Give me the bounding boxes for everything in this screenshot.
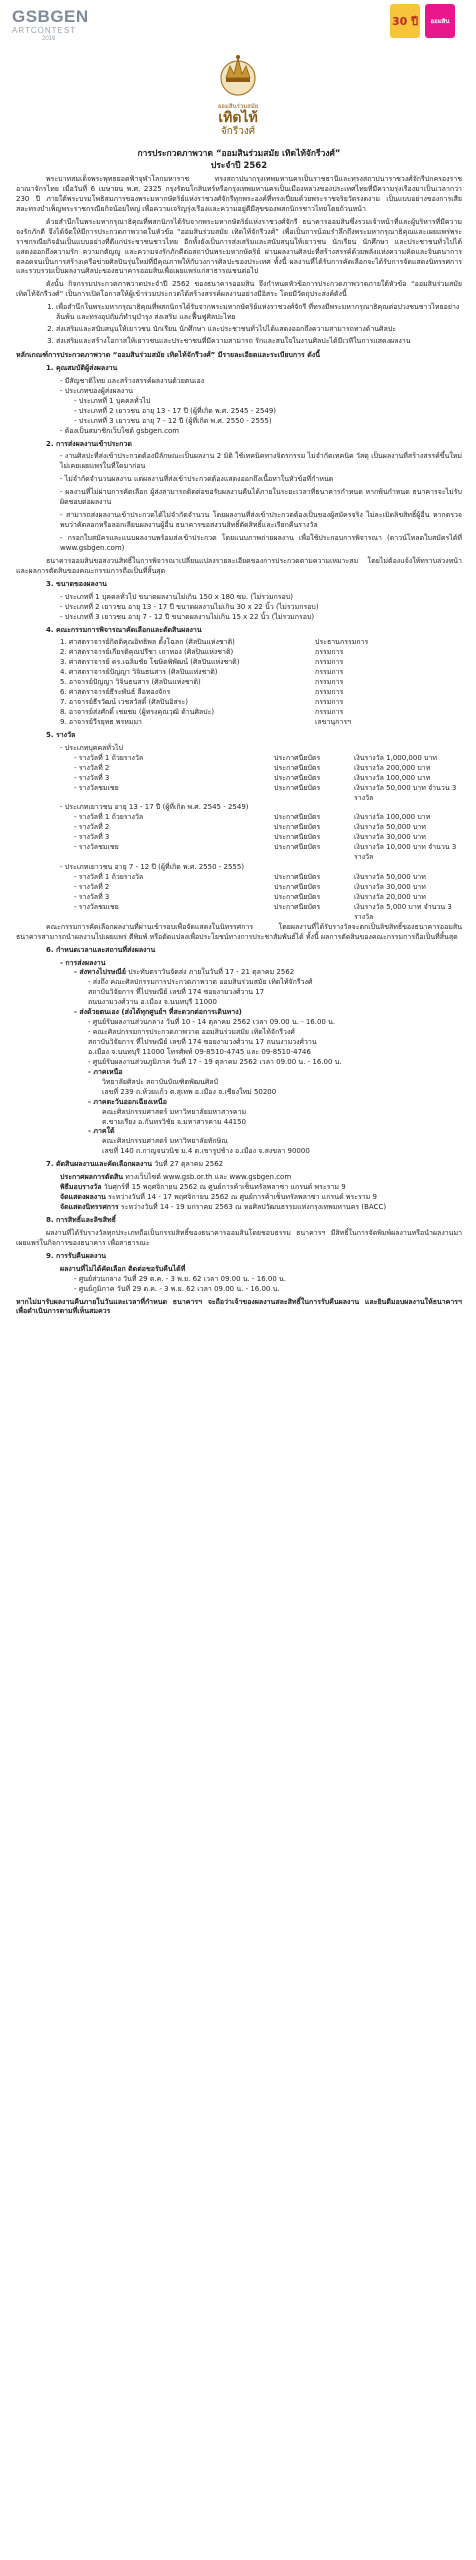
prize-certificate: ประกาศนียบัตร	[274, 902, 321, 911]
emblem-caption: ออมสินร่วมสมัย	[217, 103, 259, 110]
brand-year: 2019	[42, 36, 56, 42]
prize-certificate: ประกาศนียบัตร	[274, 833, 321, 842]
s7-text: วันที่ 27 ตุลาคม 2562	[154, 1160, 224, 1169]
prize-row	[74, 754, 462, 764]
s6b-line: สถาบันวิจัยการ ที่ไปรษณีย์ เลขที่ 174 ซอยงามวงศ์วาน 17 ถนนงามวงศ์วาน	[88, 1038, 317, 1046]
section-6-title: 6. กำหนดเวลาและสถานที่ส่งผลงาน	[46, 945, 156, 954]
prize-name: - รางวัลที่ 3	[74, 833, 110, 842]
prize-name: - รางวัลชมเชย	[74, 783, 119, 792]
s2-line: - งานศิลปะที่ส่งเข้าประกวดต้องมีลักษณะเป็นผลงาน 2 มิติ ใช้เทคนิคทางจิตรกรรม ไม่จำกัดเทคนิค วัสดุ เป็นผลงานที่สร้างสรรค์ขึ้นใหม่ ไม่เคยเผยแพร่ในที่ใดมาก่อน	[60, 452, 462, 471]
s1-type: - ประเภทที่ 3 เยาวชน อายุ 7 - 12 ปี (ผู้ที่เกิด พ.ศ. 2550 - 2555)	[74, 416, 272, 425]
prize-name: - รางวัลที่ 3	[74, 892, 110, 901]
judge-row	[60, 718, 462, 728]
prize-row	[74, 784, 462, 804]
judge-row	[60, 698, 462, 708]
region-title: - ภาคใต้	[88, 1127, 115, 1136]
judge-name: 8. อาจารย์ส่งศักดิ์ เชยชม (ผู้ทรงคุณวุฒิ ด้านศิลปะ)	[60, 708, 215, 716]
judge-row	[60, 648, 462, 658]
judge-name: 9. อาจารย์วีรยุทธ พรหมมา	[60, 717, 142, 726]
prize-amount: เงินรางวัล 100,000 บาท	[354, 773, 431, 782]
objective-item: 1. เพื่อสำนึกในพระมหากรุณาธิคุณที่พสกนิกรได้รับจากพระมหากษัตริย์แห่งราชวงศ์จักรี ที่ทรงมีพระมหากรุณาธิคุณต่อปวงชนชาวไทยอย่าง ล้นพ้น และทรงอุปถัมภ์ทำนุบำรุง ส่งเสริม และฟื้นฟูศิลปะไทย	[56, 303, 462, 323]
s2-tail: ธนาคารออมสินขอสงวนสิทธิ์ในการพิจารณาเปลี่ยนแปลงรายละเอียดของการประกวดตามความเหมาะสม โดยไม่ต้องแจ้งให้ทราบล่วงหน้า และผลการตัดสินของคณะกรรมการถือเป็นที่สิ้นสุด	[16, 556, 462, 575]
judge-role: ประธานกรรมการ	[315, 638, 369, 647]
objective-item: 3. ส่งเสริมและสร้างโอกาสให้เยาวชนและประชาชนที่มีความสามารถ รักและสนใจในงานศิลปะได้มีเวทีในการแสดงผลงาน	[56, 337, 462, 347]
prize-row	[74, 843, 462, 863]
schedule-list	[16, 1173, 462, 1213]
judge-name: 4. ศาสตราจารย์ปัญญา วิจินธนสาร (ศิลปินแห่งชาติ)	[60, 668, 218, 677]
prize-amount: เงินรางวัล 50,000 บาท	[354, 823, 426, 832]
prize-amount: เงินรางวัล 50,000 บาท	[354, 873, 426, 881]
judge-row	[60, 678, 462, 688]
prize-certificate: ประกาศนียบัตร	[274, 753, 321, 762]
judges-list	[16, 638, 462, 727]
prize-name: - รางวัลที่ 2	[74, 823, 110, 832]
section-9-title: 9. การรับคืนผลงาน	[46, 1251, 107, 1260]
section-5-title: 5. รางวัล	[46, 730, 76, 739]
emblem-subtitle: จักรีวงศ์	[220, 126, 256, 137]
schedule-text: วันศุกร์ที่ 15 พฤศจิกายน 2562 ณ ศูนย์การค้าเซ็นทรัลพลาซา แกรนด์ พระราม 9	[103, 1183, 346, 1192]
s6a-line: ถนนงามวงศ์วาน อ.เมือง จ.นนทบุรี 11000	[88, 998, 217, 1007]
prize-name: - รางวัลที่ 1 ถ้วยรางวัล	[74, 813, 144, 822]
intro-paragraph-1: พระบาทสมเด็จพระพุทธยอดฟ้าจุฬาโลกมหาราช ทรงสถาปนากรุงเทพมหานครเป็นราชธานีและทรงสถาปนาราชวงศ์จักรีปกครองราชอาณาจักรไทย เมื่อวันที่ 6 เมษายน พ.ศ. 2325 กรุงรัตนโกสินทร์หรือกรุงเทพมหานครเป็นเมืองหลวงของประเทศไทยที่มีความรุ่งเรืองมาเป็นเวลากว่า 230 ปี ภายใต้พระบรมโพธิสมภารของพระมหากษัตริย์แห่งราชวงศ์จักรีทุกพระองค์ที่ทรงเปี่ยมด้วยพระราชจริยวัตรงดงาม เป็นแบบอย่างของการเสียสละทรงบำเพ็ญพระราชกรณียกิจน้อยใหญ่ เพื่อความเจริญรุ่งเรืองและความอยู่ดีมีสุขของพสกนิกรชาวไทยโดยถ้วนหน้า	[16, 175, 462, 213]
judge-name: 7. อาจารย์ธีรวัฒน์ เวชสวัสดิ์ (ศิลปินอิสระ)	[60, 698, 188, 707]
prize-certificate: ประกาศนียบัตร	[274, 892, 321, 901]
s9-line: - ศูนย์ส่วนกลาง วันที่ 29 ต.ค. - 3 พ.ย. 62 เวลา 09.00 น. - 16.00 น.	[74, 1274, 287, 1283]
region-address-line: วิทยาลัยศิลปะ สถาบันบัณฑิตพัฒนศิลป์	[102, 1077, 218, 1086]
judge-row	[60, 688, 462, 698]
prize-amount: เงินรางวัล 100,000 บาท	[354, 813, 431, 822]
prize-amount: เงินรางวัล 200,000 บาท	[354, 763, 431, 772]
section-2-title: 2. การส่งผลงานเข้าประกวด	[46, 439, 132, 448]
s1-type: - ประเภทที่ 2 เยาวชน อายุ 13 - 17 ปี (ผู้ที่เกิด พ.ศ. 2545 - 2549)	[74, 406, 277, 415]
s2-line: - ไม่จำกัดจำนวนผลงาน แต่ผลงานที่ส่งเข้าประกวดต้องแสดงออกถึงเนื้อหาในหัวข้อที่กำหนด	[60, 475, 334, 484]
judge-role: กรรมการ	[315, 688, 344, 697]
prize-row	[74, 883, 462, 893]
doc-title: การประกวดภาพวาด “ออมสินร่วมสมัย เทิดไท้จักรีวงศ์”	[137, 149, 341, 159]
prize-name: - รางวัลที่ 2	[74, 882, 110, 891]
intro-paragraph-3: ดังนั้น กิจกรรมประกวดภาพวาดประจำปี 2562 ของธนาคารออมสิน จึงกำหนดหัวข้อการประกวดภาพวาดภายใต้หัวข้อ “ออมสินร่วมสมัย เทิดไท้จักรีวงศ์” เป็นการเปิดโอกาสให้ผู้เข้าร่วมประกวดได้สร้างสรรค์ผลงานอย่างมีอิสระ โดยมีวัตถุประสงค์ดังนี้	[16, 280, 462, 299]
prize-row	[74, 893, 462, 903]
prize-row	[74, 774, 462, 784]
prize-row	[74, 873, 462, 883]
s6a-line: - ส่งถึง คณะศิลปกรรมการประกวดภาพวาด ออมสินร่วมสมัย เทิดไท้จักรีวงศ์	[88, 978, 313, 987]
prize-amount: เงินรางวัล 20,000 บาท	[354, 892, 426, 901]
judge-role: กรรมการ	[315, 708, 344, 716]
s5-tail: คณะกรรมการคัดเลือกผลงานที่ผ่านเข้ารอบเพื่อจัดแสดงในนิทรรศการ โดยผลงานที่ได้รับรางวัลจะตกเป็นลิขสิทธิ์ของธนาคารออมสิน ธนาคารสามารถนำผลงานไปเผยแพร่ ตีพิมพ์ หรือดัดแปลงเพื่อประโยชน์ทางการประชาสัมพันธ์ได้ ทั้งนี้ ผลการตัดสินของคณะกรรมการถือเป็นที่สิ้นสุด	[16, 922, 462, 941]
schedule-row	[60, 1193, 462, 1203]
brand-subtitle: ARTCONTEST	[12, 26, 77, 35]
anniversary-logo-text: 30 ปี	[391, 14, 419, 28]
prize-amount: เงินรางวัล 5,000 บาท จำนวน 3 รางวัล	[354, 902, 452, 921]
criteria-title: หลักเกณฑ์การประกวดภาพวาด “ออมสินร่วมสมัย เทิดไท้จักรีวงศ์” มีรายละเอียดและระเบียบการ ดังนี้	[16, 351, 320, 359]
region-address-line: ต.ขามเรียง อ.กันทรวิชัย จ.มหาสารคาม 44150	[102, 1117, 247, 1126]
s3-line: - ประเภทที่ 3 เยาวชน อายุ 7 - 12 ปี ขนาดผลงานไม่เกิน 15 x 22 นิ้ว (ไม่รวมกรอบ)	[60, 612, 315, 621]
judge-role: กรรมการ	[315, 668, 344, 677]
judge-role: กรรมการ	[315, 678, 344, 687]
prize-name: - รางวัลชมเชย	[74, 902, 119, 911]
s6-sub: - การส่งผลงาน	[60, 958, 106, 967]
prize-row	[74, 823, 462, 833]
prize-row	[74, 833, 462, 843]
s6b-line: - ศูนย์รับผลงานส่วนกลาง วันที่ 10 - 14 ตุลาคม 2562 เวลา 09.00 น. - 16.00 น.	[88, 1018, 336, 1027]
s6a-text: ประทับตราวันจัดส่ง ภายในวันที่ 17 - 21 ตุลาคม 2562	[128, 968, 295, 977]
s9-sub: ผลงานที่ไม่ได้คัดเลือก ติดต่อขอรับคืนได้ที่	[60, 1264, 186, 1273]
region-address-line: คณะศิลปกรรมศาสตร์ มหาวิทยาลัยมหาสารคาม	[102, 1107, 247, 1116]
judge-name: 5. อาจารย์ปัญญา วิจินธนสาร (ศิลปินแห่งชาติ)	[60, 678, 201, 687]
s6b-line: อ.เมือง จ.นนทบุรี 11000 โทรศัพท์ 09-8510-4745 และ 09-8510-4746	[88, 1047, 311, 1056]
prize-amount: เงินรางวัล 10,000 บาท จำนวน 3 รางวัล	[354, 843, 457, 862]
prize-amount: เงินรางวัล 30,000 บาท	[354, 833, 426, 842]
s2-line: - ผลงานที่ไม่ผ่านการคัดเลือก ผู้ส่งสามารถติดต่อขอรับผลงานคืนได้ภายในระยะเวลาที่ธนาคารกำหนด หากพ้นกำหนด ธนาคารจะไม่รับผิดชอบต่อผลงาน	[60, 488, 462, 507]
prize-amount: เงินรางวัล 30,000 บาท	[354, 882, 426, 891]
crown-emblem-icon	[213, 48, 263, 98]
gsbgen-logo	[12, 8, 89, 43]
judge-name: 3. ศาสตราจารย์ ดร.เฉลิมชัย โฆษิตพิพัฒน์ (ศิลปินแห่งชาติ)	[60, 658, 240, 667]
announcement-body	[16, 148, 462, 1320]
judge-role: เลขานุการฯ	[315, 717, 352, 726]
judge-row	[60, 668, 462, 678]
schedule-text: ระหว่างวันที่ 14 - 19 มกราคม 2563 ณ หอศิลปวัฒนธรรมแห่งกรุงเทพมหานคร (BACC)	[120, 1203, 387, 1211]
prize-group-title: - ประเภทเยาวชน อายุ 13 - 17 ปี (ผู้ที่เกิด พ.ศ. 2545 - 2549)	[60, 803, 249, 812]
prize-row	[74, 903, 462, 923]
prize-groups	[16, 744, 462, 923]
schedule-label: จัดแสดงนิทรรศการ	[60, 1203, 119, 1211]
judge-row	[60, 708, 462, 718]
prize-amount: เงินรางวัล 50,000 บาท จำนวน 3 รางวัล	[354, 783, 457, 802]
prize-certificate: ประกาศนียบัตร	[274, 882, 321, 891]
prize-row	[74, 813, 462, 823]
section-1-title: 1. คุณสมบัติผู้ส่งผลงาน	[46, 363, 118, 372]
section-7-title: 7. ตัดสินผลงานและคัดเลือกผลงาน	[46, 1160, 153, 1169]
emblem-title: เทิดไท้	[218, 110, 258, 126]
doc-year: ประจำปี 2562	[210, 161, 268, 171]
region-title: - ภาคเหนือ	[88, 1067, 123, 1076]
section-4-title: 4. คณะกรรมการพิจารณาคัดเลือกและตัดสินผลงาน	[46, 625, 202, 634]
prize-certificate: ประกาศนียบัตร	[274, 843, 321, 852]
s1-line: - มีสัญชาติไทย และสร้างสรรค์ผลงานด้วยตนเอง	[60, 376, 205, 385]
s1-type: - ประเภทที่ 1 บุคคลทั่วไป	[74, 396, 151, 405]
section-8-title: 8. การสิทธิ์และลิขสิทธิ์	[46, 1215, 116, 1224]
prize-amount: เงินรางวัล 1,000,000 บาท	[354, 753, 437, 762]
section-3-title: 3. ขนาดของผลงาน	[46, 579, 107, 588]
judge-name: 1. ศาสตราจารย์กิตติคุณอิทธิพล ตั้งโฉลก (ศิลปินแห่งชาติ)	[60, 638, 235, 647]
s6b-line: - ศูนย์รับผลงานส่วนภูมิภาค วันที่ 17 - 19 ตุลาคม 2562 เวลา 09.00 น. - 16.00 น.	[88, 1057, 342, 1066]
prize-name: - รางวัลที่ 1 ถ้วยรางวัล	[74, 753, 144, 762]
prize-certificate: ประกาศนียบัตร	[274, 823, 321, 832]
schedule-row	[60, 1183, 462, 1193]
schedule-text: ทางเว็บไซต์ www.gsb.or.th และ www.gsbgen.com	[125, 1173, 292, 1182]
s6a-title: - ส่งทางไปรษณีย์	[74, 968, 126, 977]
prize-name: - รางวัลที่ 3	[74, 773, 110, 782]
prize-row	[74, 764, 462, 774]
judge-row	[60, 658, 462, 668]
s1-line: - ประเภทของผู้ส่งผลงาน	[60, 386, 134, 395]
prize-name: - รางวัลที่ 2	[74, 763, 110, 772]
judge-row	[60, 638, 462, 648]
region-title: - ภาคตะวันออกเฉียงเหนือ	[88, 1097, 167, 1106]
s9-line: - ศูนย์ภูมิภาค วันที่ 29 ต.ค. - 3 พ.ย. 62 เวลา 09.00 น. - 16.00 น.	[74, 1284, 280, 1293]
regions-list	[16, 1068, 462, 1157]
intro-paragraph-2: ด้วยสำนึกในพระมหากรุณาธิคุณที่พสกนิกรได้รับจากพระมหากษัตริย์แห่งราชวงศ์จักรี ธนาคารออมสินซึ่งรวมเจ้าหน้าที่และผู้บริหารที่มีความจงรักภักดี จึงได้จัดให้มีการประกวดภาพวาดในหัวข้อ “ออมสินร่วมสมัย เทิดไท้จักรีวงศ์” เพื่อเป็นการน้อมรำลึกถึงพระมหากรุณาธิคุณและเผยแพร่พระราชกรณียกิจอันเป็นแบบอย่างที่ดีแก่ประชาชนชาวไทย อีกทั้งยังเป็นการส่งเสริมและสนับสนุนให้เยาวชน นักเรียน นักศึกษา และประชาชนทั่วไปได้แสดงออกถึงความรัก ความกตัญญู และความจงรักภักดีต่อสถาบันพระมหากษัตริย์ ผ่านผลงานศิลปะที่สร้างสรรค์ด้วยพลังแห่งความคิดและจินตนาการ ตลอดจนเป็นการสร้างเครือข่ายศิลปินรุ่นใหม่ที่มีคุณภาพให้กับวงการศิลปะของประเทศ ทั้งนี้ ผลงานที่ได้รับการคัดเลือกจะได้รับการจัดแสดงนิทรรศการ และรวบรวมเป็นผลงานศิลปะของธนาคารออมสินเพื่อเผยแพร่แก่สาธารณชนต่อไป	[16, 217, 462, 276]
region-address-line: คณะศิลปกรรมศาสตร์ มหาวิทยาลัยทักษิณ	[102, 1137, 228, 1146]
anniversary-logo	[390, 4, 420, 38]
gsb-bank-logo	[425, 4, 455, 38]
objective-item: 2. ส่งเสริมและสนับสนุนให้เยาวชน นักเรียน นักศึกษา และประชาชนทั่วไปได้แสดงออกถึงความสามารถทางด้านศิลปะ	[56, 325, 462, 335]
region-address-line: เลขที่ 239 ถ.ห้วยแก้ว ต.สุเทพ อ.เมือง จ.เชียงใหม่ 50200	[102, 1087, 277, 1096]
judge-role: กรรมการ	[315, 698, 344, 707]
s6b-line: - คณะศิลปกรรมการประกวดภาพวาด ออมสินร่วมสมัย เทิดไท้จักรีวงศ์	[88, 1028, 295, 1037]
s3-line: - ประเภทที่ 2 เยาวชน อายุ 13 - 17 ปี ขนาดผลงานไม่เกิน 30 x 22 นิ้ว (ไม่รวมกรอบ)	[60, 602, 319, 611]
prize-certificate: ประกาศนียบัตร	[274, 783, 321, 792]
prize-certificate: ประกาศนียบัตร	[274, 763, 321, 772]
schedule-row	[60, 1173, 462, 1183]
s6b-title: - ส่งด้วยตนเอง (ส่งได้ทุกศูนย์ฯ ที่สะดวกต่อการเดินทาง)	[74, 1008, 242, 1017]
schedule-label: พิธีมอบรางวัล	[60, 1183, 102, 1192]
brand-name: GSBGEN	[12, 7, 89, 26]
prize-certificate: ประกาศนียบัตร	[274, 873, 321, 881]
prize-certificate: ประกาศนียบัตร	[274, 773, 321, 782]
schedule-text: ระหว่างวันที่ 14 - 17 พฤศจิกายน 2562 ณ ศูนย์การค้าเซ็นทรัลพลาซา แกรนด์ พระราม 9	[108, 1193, 377, 1202]
judge-name: 6. ศาสตราจารย์ธีระพันธ์ ลือทองจักร	[60, 688, 171, 697]
s8-text: ผลงานที่ได้รับรางวัลทุกประเภทถือเป็นกรรมสิทธิ์ของธนาคารออมสินโดยชอบธรรม ธนาคารฯ มีสิทธิ์ในการจัดพิมพ์ผลงานหรือนำผลงานมาเผยแพร่ในกิจการของธนาคาร เพื่อสาธารณะ	[16, 1228, 462, 1247]
s2-line: - สามารถส่งผลงานเข้าประกวดได้ไม่จำกัดจำนวน โดยผลงานที่ส่งเข้าประกวดต้องเป็นของผู้สมัครจริง ไม่ละเมิดลิขสิทธิ์ผู้อื่น หากตรวจพบว่าคัดลอกหรือลอกเลียนผลงานผู้อื่น ธนาคารขอสงวนสิทธิ์ตัดสิทธิ์และเรียกคืนรางวัล	[60, 511, 462, 530]
prize-certificate: ประกาศนียบัตร	[274, 813, 321, 822]
prize-name: - รางวัลที่ 1 ถ้วยรางวัล	[74, 873, 144, 881]
s2-line: - กรอกใบสมัครและแนบผลงานพร้อมส่งเข้าประกวด โดยแนบภาพถ่ายผลงาน เพื่อใช้ประกอบการพิจารณา (ดาวน์โหลดใบสมัครได้ที่ www.gsbgen.com)	[60, 534, 462, 552]
closing-note: หากไม่มารับผลงานคืนภายในวันและเวลาที่กำหนด ธนาคารฯ จะถือว่าเจ้าของผลงานสละสิทธิ์ในการรับคืนผลงาน และยินดีมอบผลงานให้ธนาคารฯ เพื่อดำเนินการตามที่เห็นสมควร	[16, 1297, 462, 1316]
s6a-line: สถาบันวิจัยการ ที่ไปรษณีย์ เลขที่ 174 ซอยงามวงศ์วาน 17	[88, 988, 265, 997]
region-address-line: เลขที่ 140 ถ.กาญจนวนิช ม.4 ต.เขารูปช้าง อ.เมือง จ.สงขลา 90000	[102, 1147, 310, 1156]
s3-line: - ประเภทที่ 1 บุคคลทั่วไป ขนาดผลงานไม่เกิน 150 x 180 ซม. (ไม่รวมกรอบ)	[60, 592, 293, 601]
judge-role: กรรมการ	[315, 658, 344, 667]
schedule-label: ประกาศผลการตัดสิน	[60, 1173, 124, 1182]
prize-group-title: - ประเภทเยาวชน อายุ 7 - 12 ปี (ผู้ที่เกิด พ.ศ. 2550 - 2555)	[60, 863, 245, 872]
objectives-list	[46, 303, 462, 347]
judge-role: กรรมการ	[315, 648, 344, 657]
s1-note: - ต้องเป็นสมาชิกเว็บไซต์ gsbgen.com	[60, 426, 180, 435]
prize-name: - รางวัลชมเชย	[74, 843, 119, 852]
gsb-bank-logo-text: ออมสิน	[430, 17, 450, 25]
prize-group-title: - ประเภทบุคคลทั่วไป	[60, 743, 123, 752]
schedule-label: จัดแสดงผลงาน	[60, 1193, 106, 1202]
schedule-row	[60, 1203, 462, 1213]
judge-name: 2. ศาสตราจารย์เกียรติคุณปรีชา เถาทอง (ศิลปินแห่งชาติ)	[60, 648, 234, 657]
